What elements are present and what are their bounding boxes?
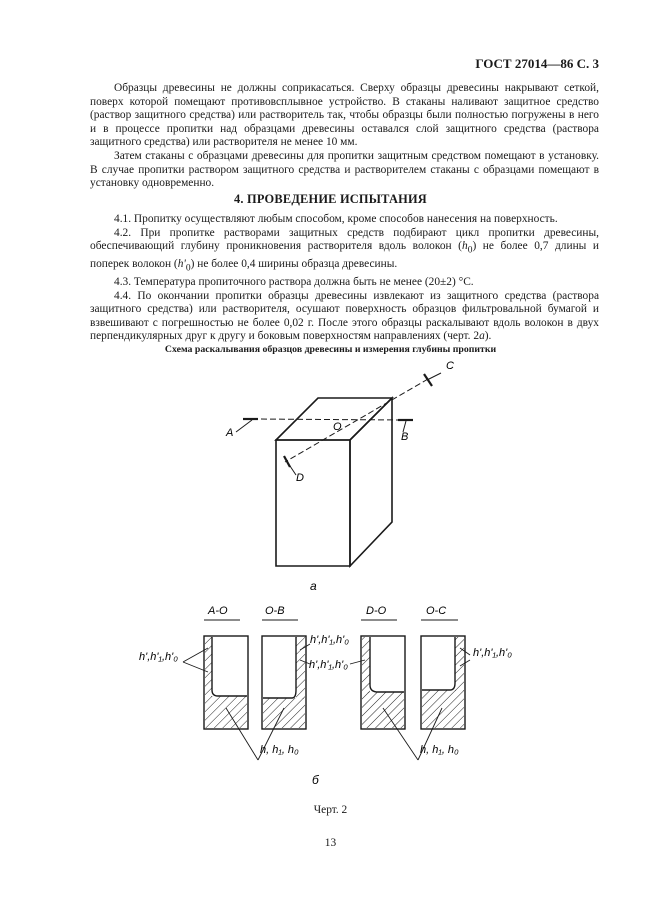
clause-4-4: 4.4. По окончании пропитки образцы древесины извлекают из защитного средства (раствора защитного средства) или растворителя, осушают поверхность образцов фильтровальной бумагой и взвешивают с погрешностью не более 0,02 г. После этого образцы раскалывают вдоль волокон в двух перпендикулярных друг к другу и боковым поверхностям направлениях (черт. 2а). xyxy=(90,289,599,343)
section-label-o-b: О-В xyxy=(265,605,285,617)
page-number: 13 xyxy=(324,837,337,849)
section-headers xyxy=(207,605,446,617)
dim-label-bottom-right: h, h₁, h₀ xyxy=(420,744,459,756)
label-o: O xyxy=(333,421,342,433)
dim-label-right: h',h'₁,h'₀ xyxy=(473,647,512,659)
label-part-a: а xyxy=(310,579,317,593)
dim-label-bottom-left: h, h₁, h₀ xyxy=(260,744,299,756)
label-d: D xyxy=(296,472,304,484)
dim-label-mid-top: h',h'₁,h'₀ xyxy=(310,634,349,646)
label-a: A xyxy=(226,427,234,439)
figure-title: Схема раскалывания образцов древесины и измерения глубины пропитки xyxy=(164,344,497,355)
paragraph-2: Затем стаканы с образцами древесины для пропитки защитным средством помещают в установку. В случае пропитки раствором защитного средства и растворителем стаканы с образцами помещают в установку одновременно. xyxy=(90,149,599,190)
clause-4-3: 4.3. Температура пропиточного раствора должна быть не менее (20±2) °С. xyxy=(114,275,474,288)
clause-4-1: 4.1. Пропитку осуществляют любым способом, кроме способов нанесения на поверхность. xyxy=(114,213,558,225)
figure-caption: Черт. 2 xyxy=(313,804,348,816)
page-header: ГОСТ 27014—86 С. 3 xyxy=(475,56,599,71)
dim-label-mid-bottom: h',h'₁,h'₀ xyxy=(309,659,348,671)
label-part-b: б xyxy=(312,773,319,787)
paragraph-1: Образцы древесины не должны соприкасаться. Сверху образцы древесины накрывают сеткой, поверх которой помещают противовсплывное устройство. В стаканы наливают защитное средство (раствор защитного средства) или растворитель так, чтобы образцы были полностью погружены в него и в процессе пропитки над образцами древесины оставался слой защитного средства (раствора защитного средства) или растворителя не менее 10 мм. xyxy=(90,82,599,149)
dim-label-left: h',h'₁,h'₀ xyxy=(139,651,178,663)
split-pieces xyxy=(204,636,465,729)
section-title: 4. ПРОВЕДЕНИЕ ИСПЫТАНИЯ xyxy=(234,192,427,206)
section-label-d-o: D-О xyxy=(366,605,387,617)
section-label-a-o: А-О xyxy=(208,605,228,617)
section-label-o-c: О-С xyxy=(426,605,447,617)
label-c: C xyxy=(446,360,454,372)
cut-line-c-d xyxy=(284,373,441,475)
label-b: B xyxy=(401,431,409,443)
cut-line-a-b xyxy=(236,419,413,432)
clause-4-2: 4.2. При пропитке растворами защитных средств подбирают цикл пропитки древесины, обеспечивающий глубину проникновения растворителя вдоль волокон $(h_0)$ не более 0,7 длины и поперек волокон $(h'_0)$ не более 0,4 ширины образца древесины. xyxy=(90,226,599,274)
